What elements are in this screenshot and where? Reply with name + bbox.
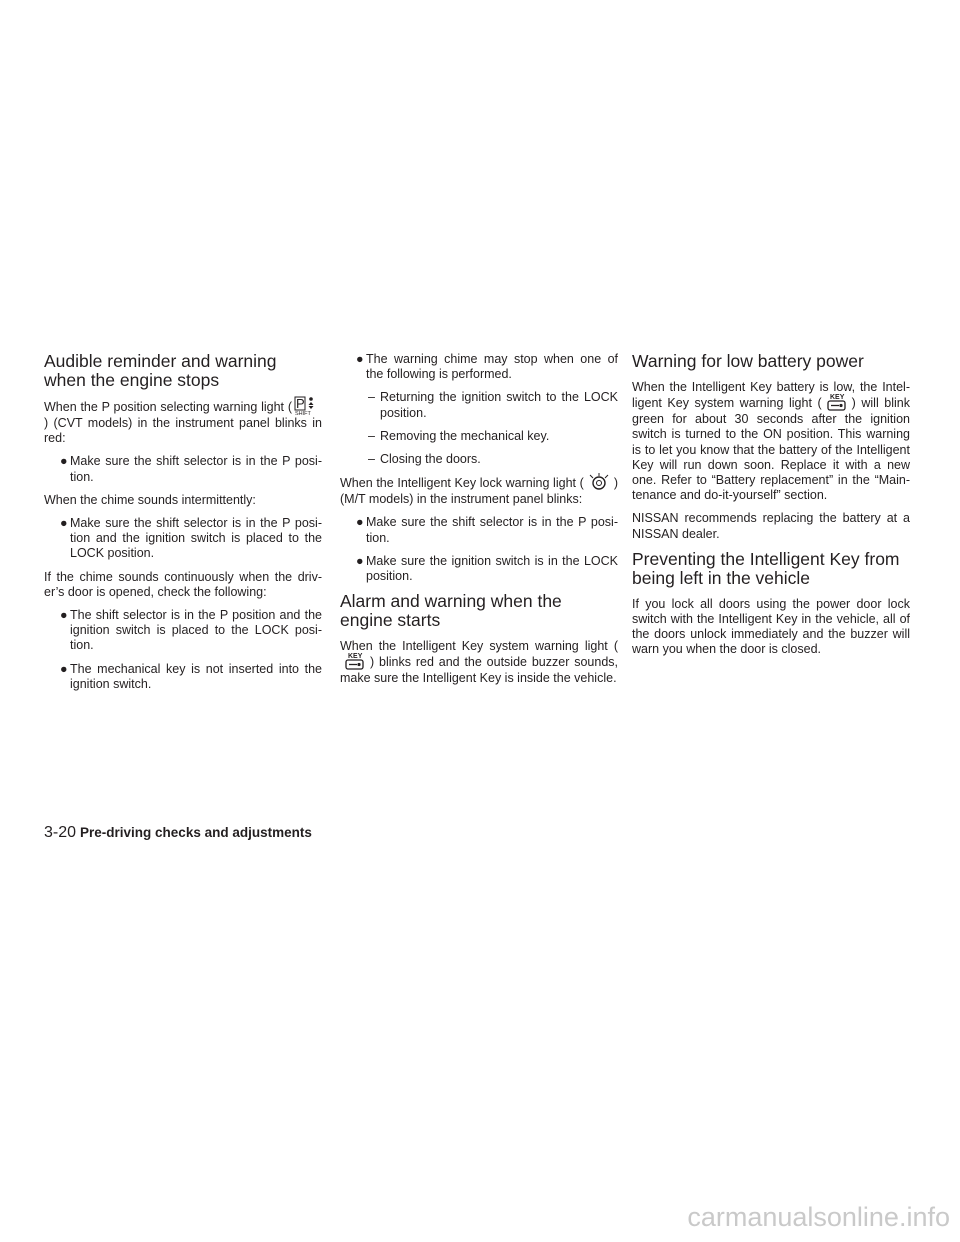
heading-audible-reminder: Audible reminder and warning when the engine stops — [44, 351, 277, 390]
paragraph: When the Intelligent Key system warning light ( KEY ) blinks red and the outside buzzer sounds, make sure the Intelligent Key is inside the vehicle. — [340, 639, 618, 686]
section-title: Pre-driving checks and adjustments — [80, 825, 312, 840]
page-number: 3-20 — [44, 824, 77, 841]
bullet-item: ● The warning chime may stop when one of the following is performed. — [356, 352, 618, 382]
dash-icon: – — [368, 428, 375, 443]
column-right — [632, 352, 910, 666]
key-system-warning-icon — [824, 392, 850, 412]
shift-p-warning-icon — [294, 396, 320, 416]
svg-text:KEY: KEY — [829, 394, 845, 402]
paragraph: When the chime sounds intermittently: — [44, 492, 256, 507]
svg-text:P: P — [296, 396, 305, 411]
watermark: carmanualsonline.info — [687, 1202, 950, 1232]
paragraph: NISSAN recommends replacing the battery at a NISSAN dealer. — [632, 511, 910, 541]
bullet-item: ● The mechanical key is not inserted into the ignition switch. — [60, 661, 322, 691]
dash-item: – Removing the mechanical key. — [368, 428, 550, 443]
column-left — [44, 352, 322, 700]
column-middle — [340, 352, 618, 695]
heading-low-battery: Warning for low battery power — [632, 351, 864, 371]
svg-text:SHIFT: SHIFT — [295, 411, 311, 416]
key-lock-warning-icon — [586, 472, 612, 492]
svg-text:KEY: KEY — [348, 653, 363, 661]
page-footer — [44, 824, 312, 842]
bullet-item: ● Make sure the shift selector is in the P posi-tion and the ignition switch is placed to the LOCK position. — [60, 516, 322, 561]
bullet-item: ● Make sure the shift selector is in the P posi-tion. — [60, 454, 322, 484]
dash-icon: – — [368, 390, 375, 405]
bullet-icon: ● — [356, 515, 364, 530]
paragraph: If the chime sounds continuously when the driv-er’s door is opened, check the following: — [44, 569, 322, 599]
bullet-item: ● Make sure the shift selector is in the P posi-tion. — [356, 515, 618, 545]
bullet-icon: ● — [60, 516, 68, 531]
paragraph: When the P position selecting warning light ( P SHIFT ) (CVT models) in the instrument panel blinks in red: — [44, 396, 322, 446]
bullet-icon: ● — [60, 608, 68, 623]
dash-item: – Closing the doors. — [368, 452, 481, 467]
heading-key-left-in-vehicle: Preventing the Intelligent Key from being left in the vehicle — [632, 548, 900, 588]
paragraph: When the Intelligent Key battery is low, the Intel-ligent Key system warning light ( KEY ) will blink green for about 30 seconds after the ignition switch is turned to the ON position. This warning is to let you know that the battery of the Intelligent Key will run down soon. Replace it with a new one. Refer to “Battery replacement” in the “Main-tenance and do-it-yourself” section. — [632, 380, 910, 503]
bullet-icon: ● — [60, 661, 68, 676]
bullet-item: ● The shift selector is in the P position and the ignition switch is placed to the LOCK posi-tion. — [60, 608, 322, 653]
paragraph: When the Intelligent Key lock warning light ( ) (M/T models) in the instrument panel blinks: — [340, 475, 618, 507]
dash-icon: – — [368, 452, 375, 467]
key-system-warning-icon — [342, 651, 368, 671]
paragraph: If you lock all doors using the power door lock switch with the Intelligent Key in the vehicle, all of the doors unlock immediately and the buzzer will warn you when the door is closed. — [632, 596, 910, 657]
bullet-icon: ● — [60, 454, 68, 469]
bullet-item: ● Make sure the ignition switch is in the LOCK position. — [356, 553, 618, 584]
bullet-icon: ● — [356, 553, 364, 568]
dash-item: – Returning the ignition switch to the LOCK position. — [368, 390, 618, 420]
bullet-icon: ● — [356, 352, 364, 366]
heading-alarm-engine-starts: Alarm and warning when the engine starts — [340, 591, 562, 631]
